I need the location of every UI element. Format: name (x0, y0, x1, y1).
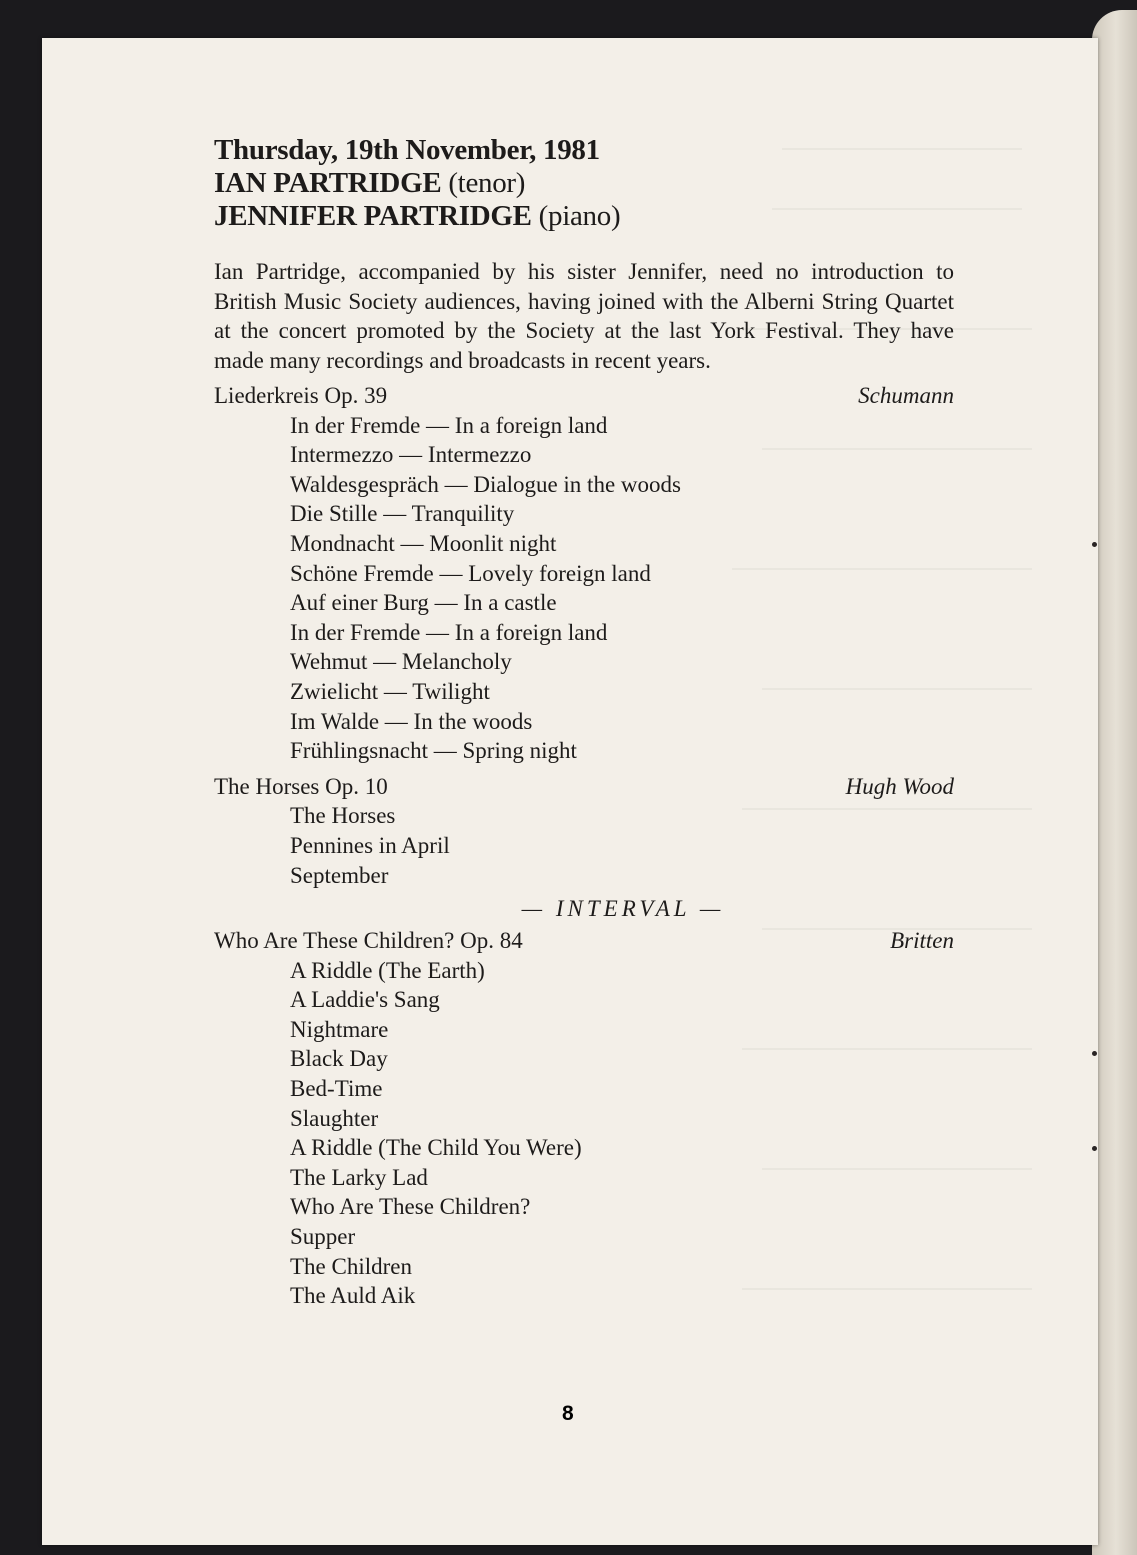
work-heading (214, 926, 954, 956)
work-composer: Britten (890, 928, 954, 954)
interval-marker: — INTERVAL — (521, 896, 725, 922)
edge-mark (1092, 1051, 1097, 1056)
performer-1 (214, 167, 954, 200)
song-item: The Auld Aik (290, 1283, 416, 1309)
song-item: A Riddle (The Child You Were) (290, 1135, 582, 1161)
performer-2-name: JENNIFER PARTRIDGE (214, 200, 532, 232)
song-item: In der Fremde — In a foreign land (290, 412, 608, 438)
edge-mark (1092, 1146, 1097, 1151)
performer-2-role: (piano) (538, 200, 621, 232)
performer-1-name: IAN PARTRIDGE (214, 167, 442, 199)
intro-paragraph: Ian Partridge, accompanied by his sister Jennifer, need no introduction to British Music Society audiences, having joined with the Alberni String Quartet at the concert promoted by the Society at the last York Festival. They have made many recordings and broadcasts in recent years. (214, 259, 954, 373)
song-item: Supper (290, 1224, 356, 1250)
song-item: Zwielicht — Twilight (290, 678, 490, 704)
programme-content (214, 134, 954, 1311)
work-title: The Horses Op. 10 (214, 773, 388, 799)
song-item: Auf einer Burg — In a castle (290, 590, 557, 616)
work-schumann (214, 381, 954, 766)
page-number: 8 (562, 1402, 574, 1425)
song-item: Bed-Time (290, 1076, 383, 1102)
song-item: Black Day (290, 1046, 388, 1072)
performer-2 (214, 200, 954, 233)
song-item: Slaughter (290, 1105, 379, 1131)
song-item: Im Walde — In the woods (290, 708, 533, 734)
song-item: Who Are These Children? (290, 1194, 531, 1220)
song-item: A Riddle (The Earth) (290, 957, 485, 983)
song-item: The Children (290, 1253, 412, 1279)
book-spine-edge (1092, 10, 1137, 1555)
work-composer: Hugh Wood (845, 773, 954, 799)
song-item: Pennines in April (290, 832, 450, 858)
concert-header (214, 134, 954, 233)
work-heading (214, 772, 954, 802)
song-item: Waldesgespräch — Dialogue in the woods (290, 471, 681, 497)
song-item: September (290, 862, 389, 888)
work-britten (214, 926, 954, 1311)
song-list (214, 411, 954, 766)
song-item: Die Stille — Tranquility (290, 501, 515, 527)
song-list (214, 801, 954, 890)
song-item: Nightmare (290, 1016, 389, 1042)
song-item: A Laddie's Sang (290, 987, 440, 1013)
song-item: Mondnacht — Moonlit night (290, 530, 557, 556)
song-item: In der Fremde — In a foreign land (290, 619, 608, 645)
work-title: Who Are These Children? Op. 84 (214, 928, 523, 954)
work-hugh-wood (214, 772, 954, 890)
song-list (214, 956, 954, 1311)
programme-page (42, 38, 1098, 1545)
song-item: Intermezzo — Intermezzo (290, 442, 532, 468)
edge-mark (1092, 542, 1097, 547)
song-item: Wehmut — Melancholy (290, 649, 512, 675)
work-heading (214, 381, 954, 411)
song-item: The Horses (290, 803, 396, 829)
song-item: Frühlingsnacht — Spring night (290, 738, 577, 764)
song-item: Schöne Fremde — Lovely foreign land (290, 560, 651, 586)
work-composer: Schumann (858, 383, 954, 408)
concert-date: Thursday, 19th November, 1981 (214, 134, 600, 166)
performer-1-role: (tenor) (448, 167, 526, 199)
work-title: Liederkreis Op. 39 (214, 383, 388, 408)
song-item: The Larky Lad (290, 1164, 428, 1190)
